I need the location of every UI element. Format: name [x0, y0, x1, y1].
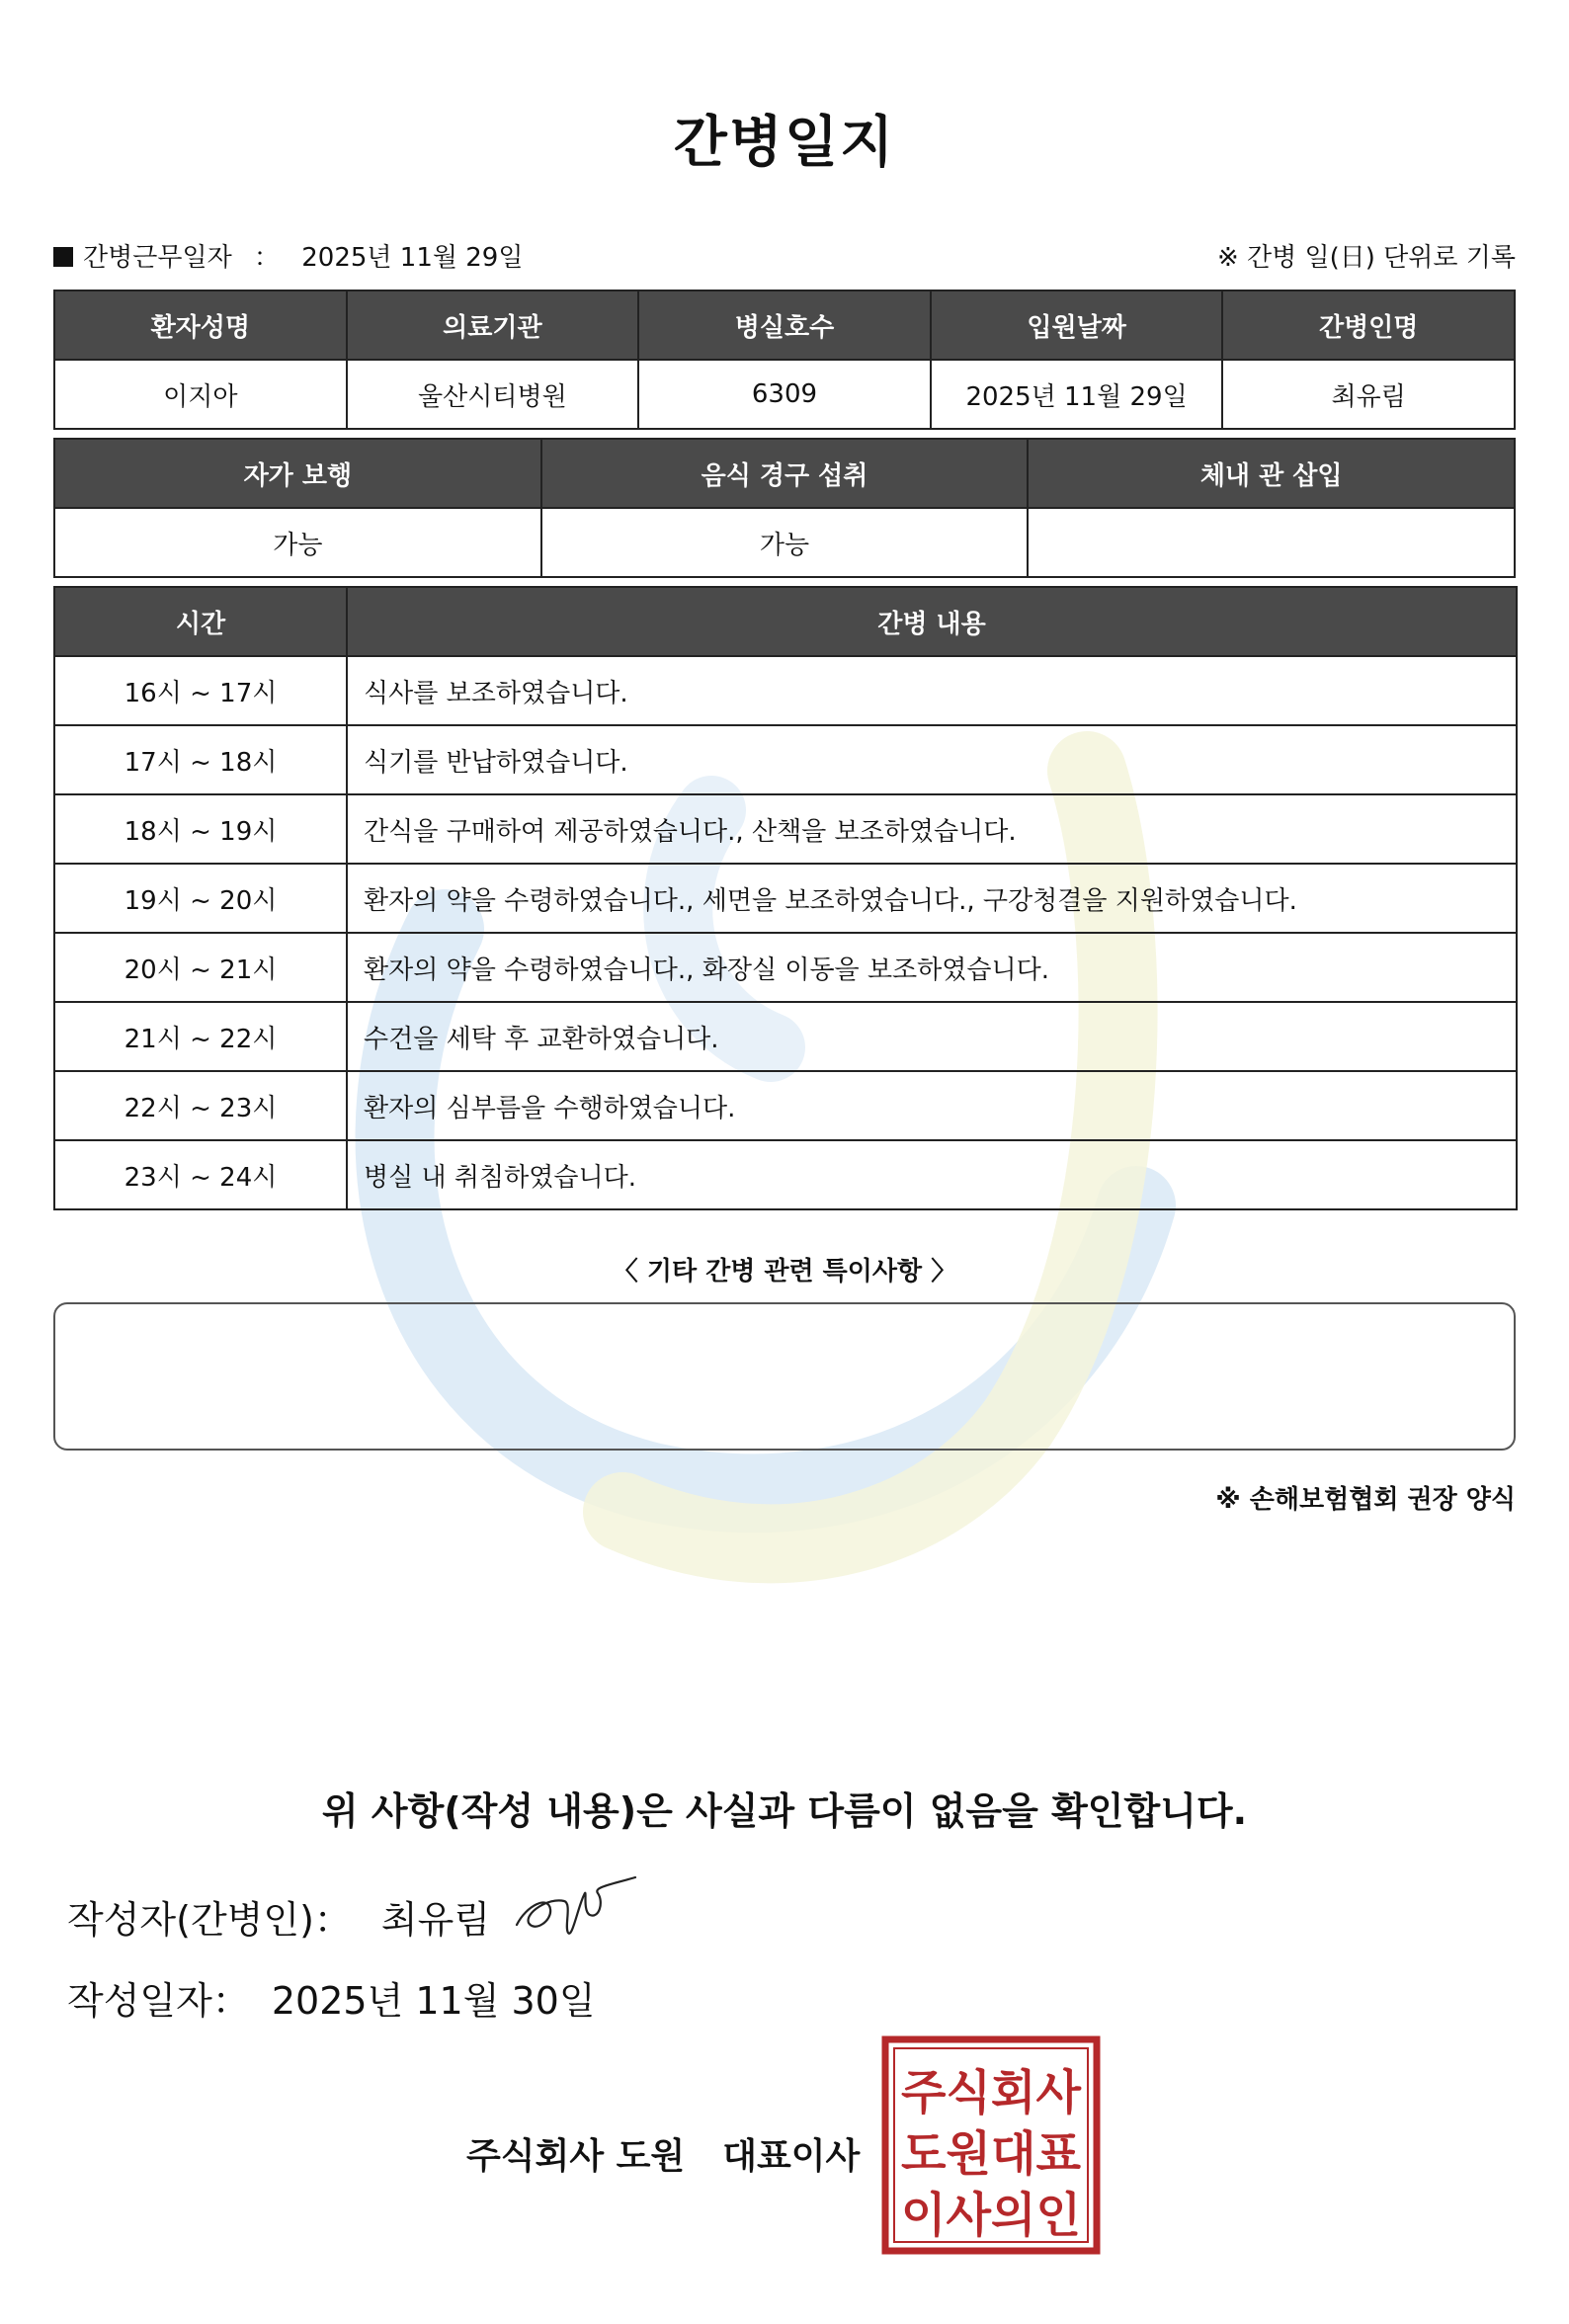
confirmation-statement: 위 사항(작성 내용)은 사실과 다름이 없음을 확인합니다. — [321, 1789, 1248, 1833]
unit-note: ※ 간병 일(日) 단위로 기록 — [1216, 243, 1516, 273]
log-content: 식기를 반납하였습니다. — [347, 725, 1517, 794]
work-date-separator: ： — [253, 243, 280, 273]
header-caregiver-name: 간병인명 — [1222, 290, 1515, 360]
recommend-note: ※ 손해보험협회 권장 양식 — [1215, 1485, 1516, 1515]
log-content: 환자의 약을 수령하였습니다., 화장실 이동을 보조하였습니다. — [347, 933, 1517, 1002]
company-seal-stamp — [881, 2035, 1101, 2255]
admission-date: 2025년 11월 29일 — [931, 360, 1223, 429]
page-title: 간병일지 — [673, 111, 896, 175]
log-time: 16시 ~ 17시 — [54, 656, 347, 725]
header-hospital: 의료기관 — [347, 290, 639, 360]
notes-box — [53, 1302, 1516, 1451]
log-time: 18시 ~ 19시 — [54, 794, 347, 864]
work-date-label: 간병근무일자 — [83, 243, 232, 273]
care-log-table — [53, 586, 1518, 1210]
notes-title: 〈 기타 간병 관련 특이사항 〉 — [612, 1257, 957, 1286]
header-oral-intake: 음식 경구 섭취 — [541, 439, 1029, 508]
header-admission-date: 입원날짜 — [931, 290, 1223, 360]
header-time: 시간 — [54, 587, 347, 656]
log-content: 병실 내 취침하였습니다. — [347, 1140, 1517, 1209]
hospital-name: 울산시티병원 — [347, 360, 639, 429]
log-time: 23시 ~ 24시 — [54, 1140, 347, 1209]
write-date-value: 2025년 11월 30일 — [271, 1979, 596, 2023]
signature-image — [509, 1868, 642, 1947]
patient-name: 이지아 — [54, 360, 347, 429]
patient-status-table — [53, 438, 1516, 578]
header-tube-insertion: 체내 관 삽입 — [1028, 439, 1515, 508]
table-row — [54, 725, 1517, 794]
work-date-line — [53, 237, 523, 274]
table-row — [54, 656, 1517, 725]
seal-line: 주식회사 — [901, 2065, 1082, 2120]
tube-insertion-value — [1028, 508, 1515, 577]
seal-line: 도원대표 — [901, 2126, 1082, 2182]
log-time: 21시 ~ 22시 — [54, 1002, 347, 1071]
patient-info-table — [53, 290, 1516, 430]
seal-line: 이사의인 — [901, 2188, 1081, 2243]
company-role: 대표이사 — [722, 2136, 861, 2177]
log-content: 환자의 심부름을 수행하였습니다. — [347, 1071, 1517, 1140]
table-row — [54, 1002, 1517, 1071]
company-name: 주식회사 도원 — [466, 2136, 686, 2177]
room-number: 6309 — [638, 360, 931, 429]
write-date-label: 작성일자： — [67, 1979, 250, 2023]
table-row — [54, 864, 1517, 933]
log-time: 22시 ~ 23시 — [54, 1071, 347, 1140]
log-time: 20시 ~ 21시 — [54, 933, 347, 1002]
log-content: 수건을 세탁 후 교환하였습니다. — [347, 1002, 1517, 1071]
oral-intake-value: 가능 — [541, 508, 1029, 577]
writer-label: 작성자(간병인)： — [67, 1898, 352, 1942]
log-content: 간식을 구매하여 제공하였습니다., 산책을 보조하였습니다. — [347, 794, 1517, 864]
square-bullet-icon — [53, 247, 73, 267]
table-row — [54, 1071, 1517, 1140]
header-room-number: 병실호수 — [638, 290, 931, 360]
writer-name: 최유림 — [380, 1898, 491, 1942]
log-content: 식사를 보조하였습니다. — [347, 656, 1517, 725]
write-date-line — [67, 1970, 596, 2025]
log-time: 19시 ~ 20시 — [54, 864, 347, 933]
self-walking-value: 가능 — [54, 508, 541, 577]
header-self-walking: 자가 보행 — [54, 439, 541, 508]
writer-line — [67, 1889, 490, 1944]
log-content: 환자의 약을 수령하였습니다., 세면을 보조하였습니다., 구강청결을 지원하였습니다. — [347, 864, 1517, 933]
log-time: 17시 ~ 18시 — [54, 725, 347, 794]
table-row — [54, 1140, 1517, 1209]
work-date-value: 2025년 11월 29일 — [301, 243, 524, 273]
header-care-content: 간병 내용 — [347, 587, 1517, 656]
caregiver-name: 최유림 — [1222, 360, 1515, 429]
header-patient-name: 환자성명 — [54, 290, 347, 360]
company-line — [466, 2128, 860, 2179]
table-row — [54, 794, 1517, 864]
table-row — [54, 933, 1517, 1002]
